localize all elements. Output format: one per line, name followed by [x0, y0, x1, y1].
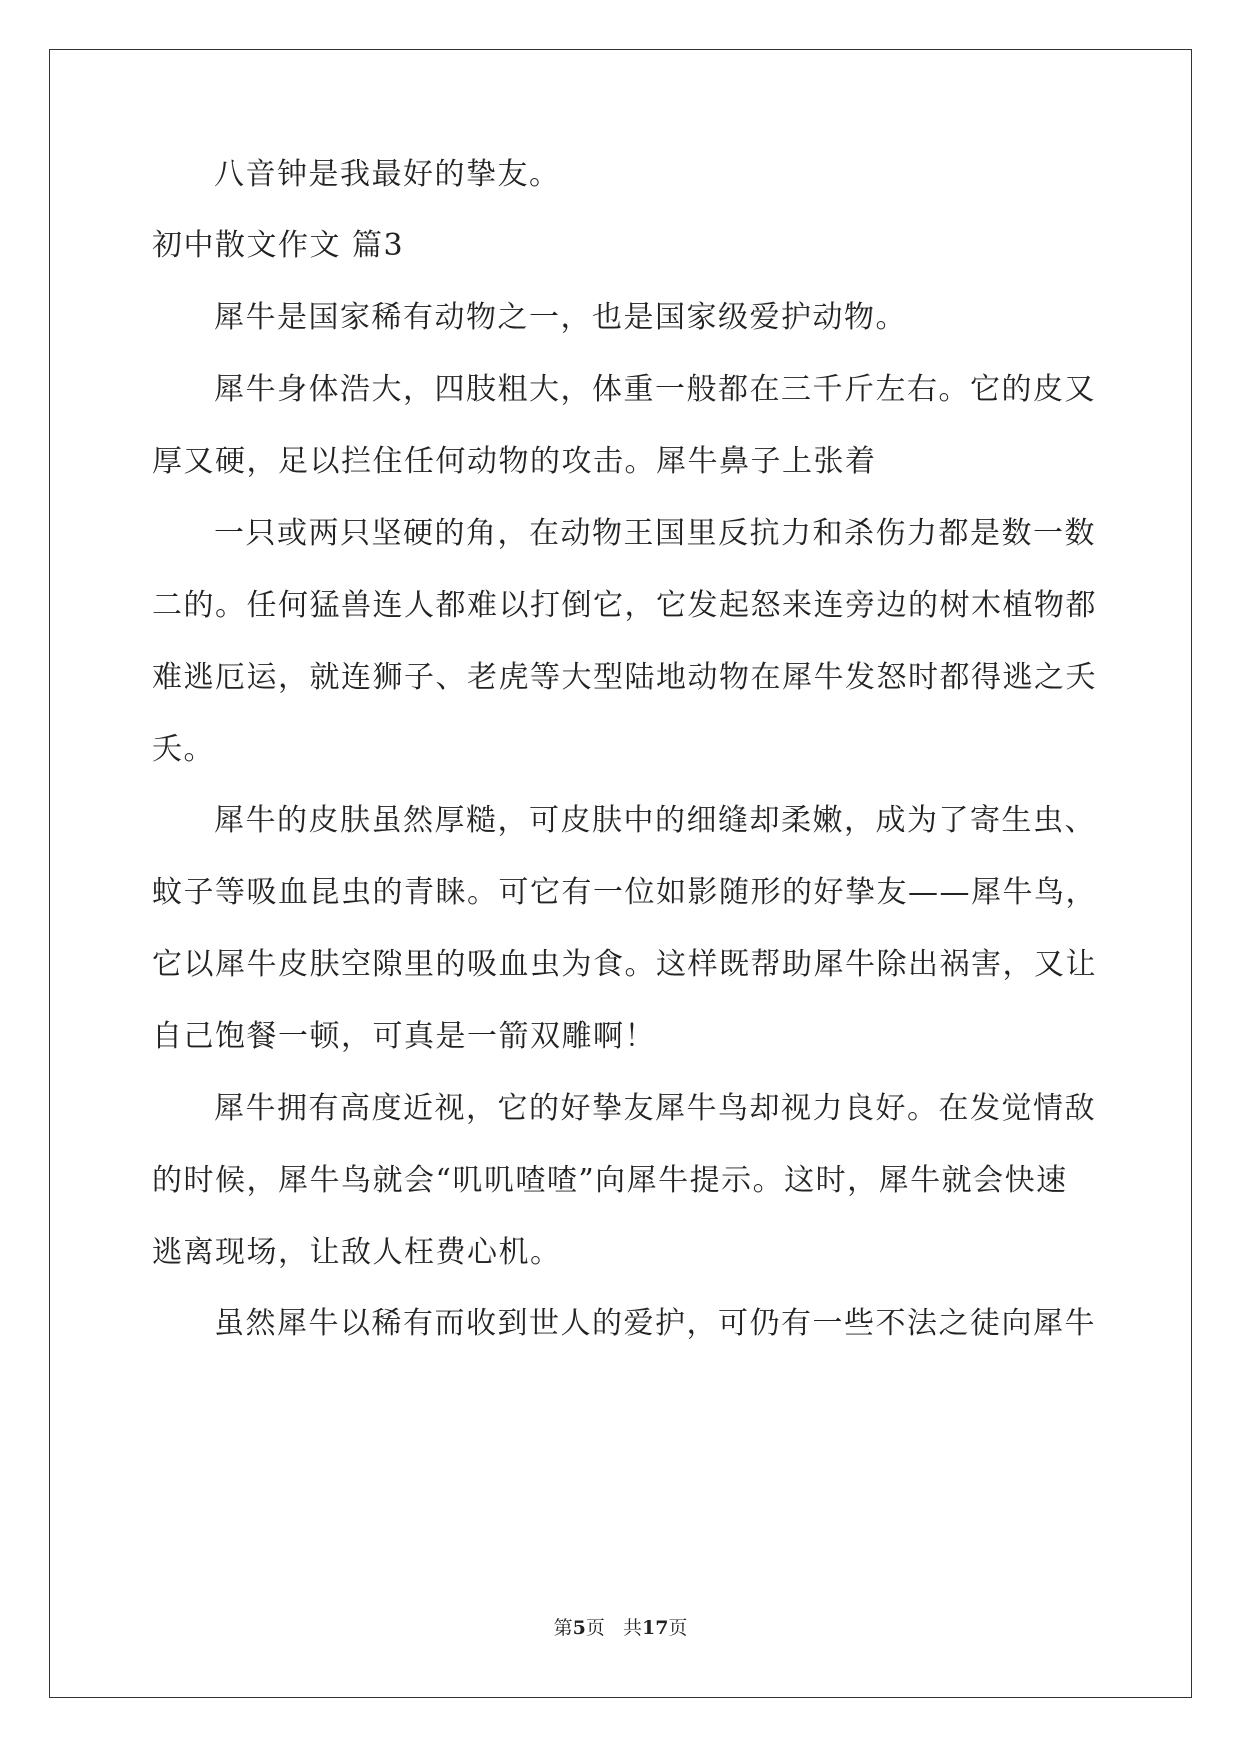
footer-total-prefix: 共 — [622, 1617, 642, 1639]
paragraph-line: 自己饱餐一顿，可真是一箭双雕啊！ — [152, 1019, 656, 1054]
paragraph-line: 虽然犀牛以稀有而收到世人的爱护，可仍有一些不法之徒向犀牛 — [214, 1306, 1096, 1341]
section-heading: 初中散文作文 篇3 — [152, 228, 405, 263]
paragraph-line: 八音钟是我最好的挚友。 — [214, 157, 561, 192]
paragraph-line: 夭。 — [152, 732, 215, 767]
paragraph-line: 厚又硬，足以拦住任何动物的攻击。犀牛鼻子上张着 — [152, 444, 877, 479]
paragraph-line: 逃离现场，让敌人枉费心机。 — [152, 1235, 562, 1270]
paragraph-line: 难逃厄运，就连狮子、老虎等大型陆地动物在犀牛发怒时都得逃之夭 — [152, 660, 1097, 695]
page-footer — [0, 1616, 1241, 1640]
paragraph-line: 犀牛的皮肤虽然厚糙，可皮肤中的细缝却柔嫩，成为了寄生虫、 — [214, 803, 1096, 838]
footer-page-unit: 页 — [585, 1617, 605, 1639]
footer-page-number: 5 — [572, 1617, 586, 1639]
paragraph-line: 犀牛是国家稀有动物之一，也是国家级爱护动物。 — [214, 300, 907, 335]
footer-prefix: 第 — [553, 1617, 573, 1639]
footer-total-unit: 页 — [668, 1617, 688, 1639]
paragraph-line: 犀牛身体浩大，四肢粗大，体重一般都在三千斤左右。它的皮又 — [214, 372, 1096, 407]
paragraph-line: 二的。任何猛兽连人都难以打倒它，它发起怒来连旁边的树木植物都 — [152, 588, 1097, 623]
paragraph-line: 的时候，犀牛鸟就会“叽叽喳喳”向犀牛提示。这时，犀牛就会快速 — [152, 1163, 1068, 1198]
paragraph-line: 蚊子等吸血昆虫的青睐。可它有一位如影随形的好挚友——犀牛鸟， — [152, 875, 1097, 910]
paragraph-line: 它以犀牛皮肤空隙里的吸血虫为食。这样既帮助犀牛除出祸害，又让 — [152, 947, 1097, 982]
paragraph-line: 犀牛拥有高度近视，它的好挚友犀牛鸟却视力良好。在发觉情敌 — [214, 1091, 1096, 1126]
paragraph-line: 一只或两只坚硬的角，在动物王国里反抗力和杀伤力都是数一数 — [214, 516, 1096, 551]
footer-total-pages: 17 — [641, 1617, 669, 1639]
